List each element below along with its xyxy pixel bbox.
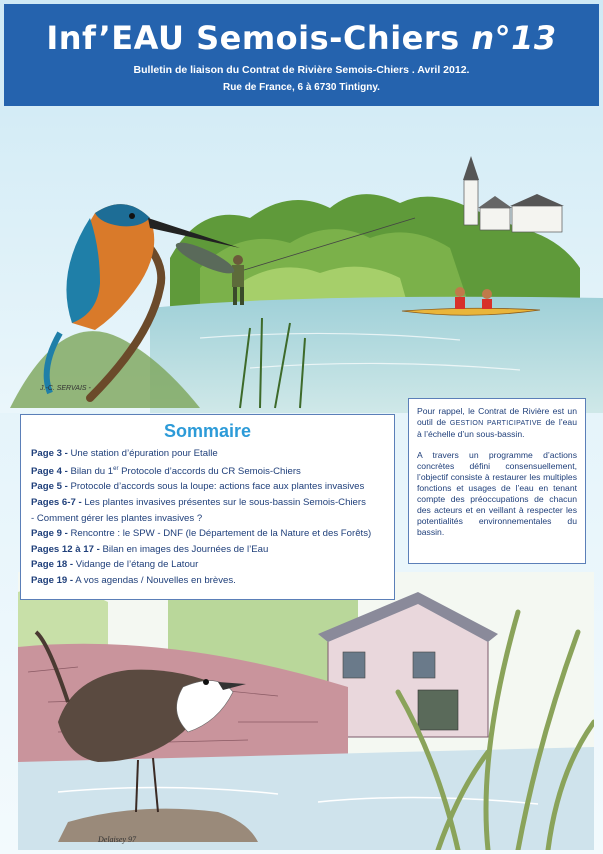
river-contract-info-box (408, 398, 586, 564)
toc-item[interactable]: Page 5 - Protocole d’accords sous la loupe: actions face aux plantes invasives (31, 481, 365, 493)
masthead (4, 4, 599, 106)
dipper-mill-illustration (18, 572, 594, 850)
toc-item[interactable]: Page 18 - Vidange de l’étang de Latour (31, 559, 199, 571)
toc-item[interactable]: Page 9 - Rencontre : le SPW - DNF (le Département de la Nature et des Forêts) (31, 528, 372, 540)
table-of-contents (20, 414, 395, 600)
rappel-paragraph-2: A travers un programme d’actions concrètes défini consensuellement, l’objectif consiste à restaurer les multiples fonctions et usages de l’eau en tenant compte des préoccupations de chacun des acteurs et en veillant à respecter les potentialités environnementales du bassin. (417, 450, 577, 537)
toc-item[interactable]: Pages 12 à 17 - Bilan en images des Journées de l’Eau (31, 543, 269, 555)
toc-item[interactable]: Page 4 - Bilan du 1er Protocole d’accords du CR Semois-Chiers (31, 465, 301, 477)
top-signature: J.-C. SERVAIS - (40, 385, 91, 392)
toc-item[interactable]: Page 3 - Une station d’épuration pour Etalle (31, 448, 218, 459)
rappel-paragraph-1: Pour rappel, le Contrat de Rivière est un outil de GESTION PARTICIPATIVE de l’eau à l’échelle d’un sous-bassin. (417, 406, 577, 439)
address: Rue de France, 6 à 6730 Tintigny. (223, 82, 380, 93)
toc-item[interactable]: Page 19 - A vos agendas / Nouvelles en brèves. (31, 574, 236, 586)
subtitle: Bulletin de liaison du Contrat de Rivière Semois-Chiers . Avril 2012. (133, 64, 470, 76)
toc-item[interactable]: Pages 6-7 - Les plantes invasives présentes sur le sous-bassin Semois-Chiers (31, 496, 366, 508)
bottom-signature: Delaisey 97 (98, 835, 136, 844)
kingfisher-river-illustration (0, 108, 603, 413)
newsletter-title (4, 18, 599, 58)
issue-number: n°13 (471, 19, 557, 57)
toc-heading: Sommaire (163, 421, 252, 441)
title-text: Inf’EAU Semois-Chiers (46, 19, 460, 57)
toc-item-continuation[interactable]: - Comment gérer les plantes invasives ? (31, 512, 203, 524)
